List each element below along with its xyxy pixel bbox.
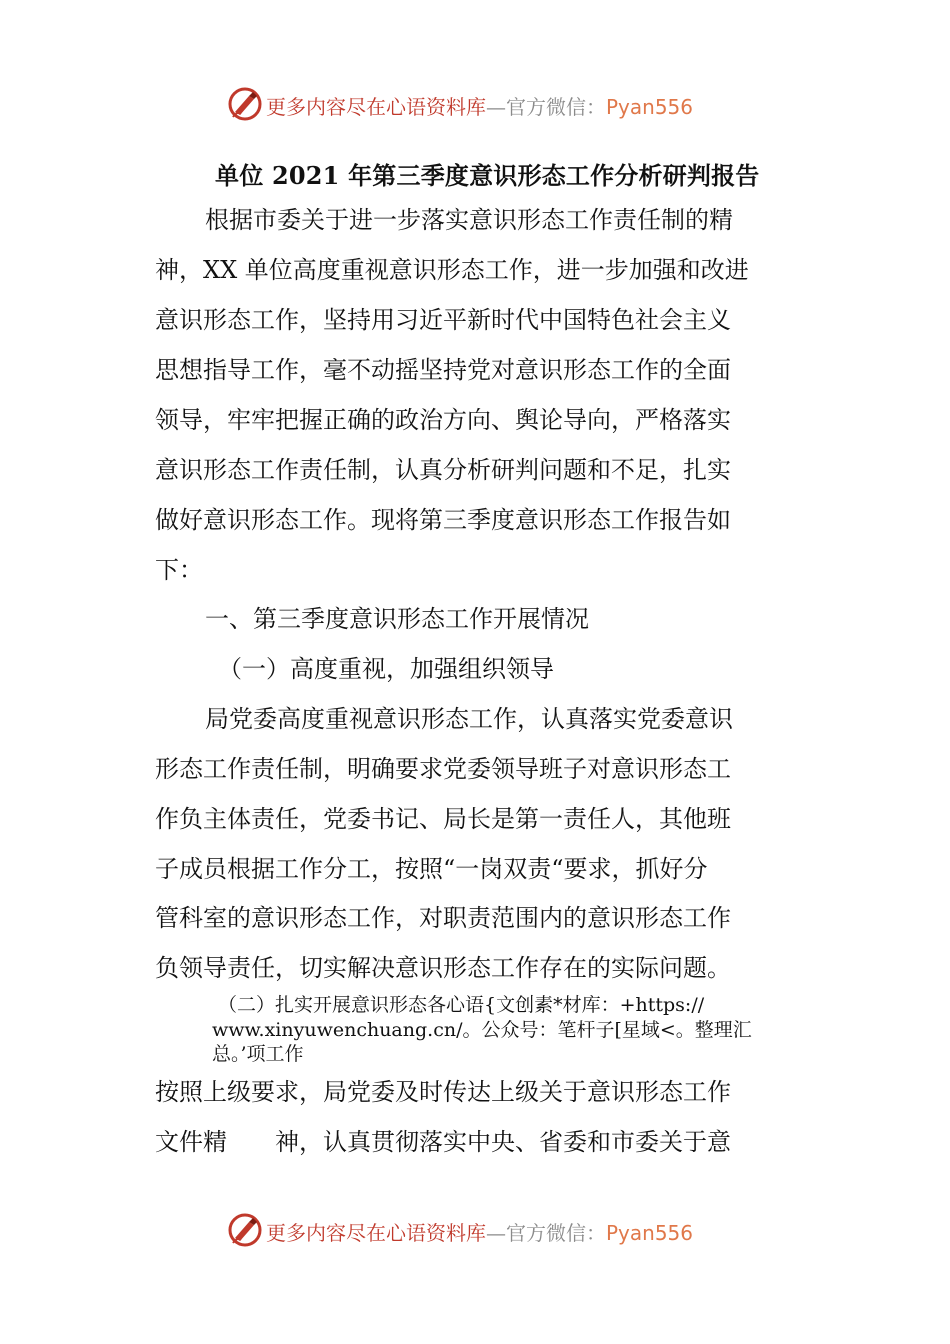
intro-line: 做好意识形态工作。现将第三季度意识形态工作报告如: [155, 506, 731, 534]
intro-line: 思想指导工作，毫不动摇坚持党对意识形态工作的全面: [155, 356, 731, 384]
banner-official-label: 官方微信：: [506, 95, 606, 119]
body-line: 按照上级要求，局党委及时传达上级关于意识形态工作: [155, 1078, 731, 1106]
intro-line: 意识形态工作责任制，认真分析研判问题和不足，扎实: [155, 456, 731, 484]
body-line: 形态工作责任制，明确要求党委领导班子对意识形态工: [155, 755, 731, 783]
document-title: 单位 2021 年第三季度意识形态工作分析研判报告: [215, 161, 760, 190]
body-line: 负领导责任，切实解决意识形态工作存在的实际问题。: [155, 954, 731, 982]
body-line: 局党委高度重视意识形态工作，认真落实党委意识: [205, 705, 733, 733]
footer-banner: [0, 1208, 950, 1252]
pen-circle-logo-icon: [227, 86, 263, 122]
intro-line: 下：: [155, 556, 203, 584]
section-heading: 一、第三季度意识形态工作开展情况: [205, 605, 589, 633]
subsection-2-line: 总。’项工作: [212, 1043, 304, 1065]
body-line: 作负主体责任，党委书记、局长是第一责任人，其他班: [155, 805, 731, 833]
pen-circle-logo-icon: [227, 1212, 263, 1248]
banner-wechat-id: Pyan556: [606, 1221, 694, 1245]
banner-main-text: 更多内容尽在心语资料库: [266, 95, 486, 119]
banner-official-label: 官方微信：: [506, 1221, 606, 1245]
banner-main-text: 更多内容尽在心语资料库: [266, 1221, 486, 1245]
intro-line: 意识形态工作，坚持用习近平新时代中国特色社会主义: [155, 306, 731, 334]
banner-dash: —: [486, 95, 506, 119]
intro-line: 根据市委关于进一步落实意识形态工作责任制的精: [205, 206, 733, 234]
banner-dash: —: [486, 1221, 506, 1245]
body-line: 文件精 神，认真贯彻落实中央、省委和市委关于意: [155, 1128, 731, 1156]
subsection-heading: （一）高度重视，加强组织领导: [218, 655, 554, 683]
body-line: 子成员根据工作分工，按照“一岗双责“要求，抓好分: [155, 855, 708, 883]
banner-text: [266, 91, 693, 120]
intro-line: 领导，牢牢把握正确的政治方向、舆论导向，严格落实: [155, 406, 731, 434]
header-banner: [0, 82, 950, 126]
banner-wechat-id: Pyan556: [606, 95, 694, 119]
subsection-2-line: www.xinyuwenchuang.cn/。公众号：笔杆子[星域<。整理汇: [212, 1019, 752, 1041]
intro-line: 神，XX 单位高度重视意识形态工作，进一步加强和改进: [155, 256, 749, 284]
body-line: 管科室的意识形态工作，对职责范围内的意识形态工作: [155, 904, 731, 932]
subsection-2-line: （二）扎实开展意识形态各心语{文创素*材库：+https://: [218, 994, 705, 1016]
banner-text: [266, 1217, 693, 1246]
